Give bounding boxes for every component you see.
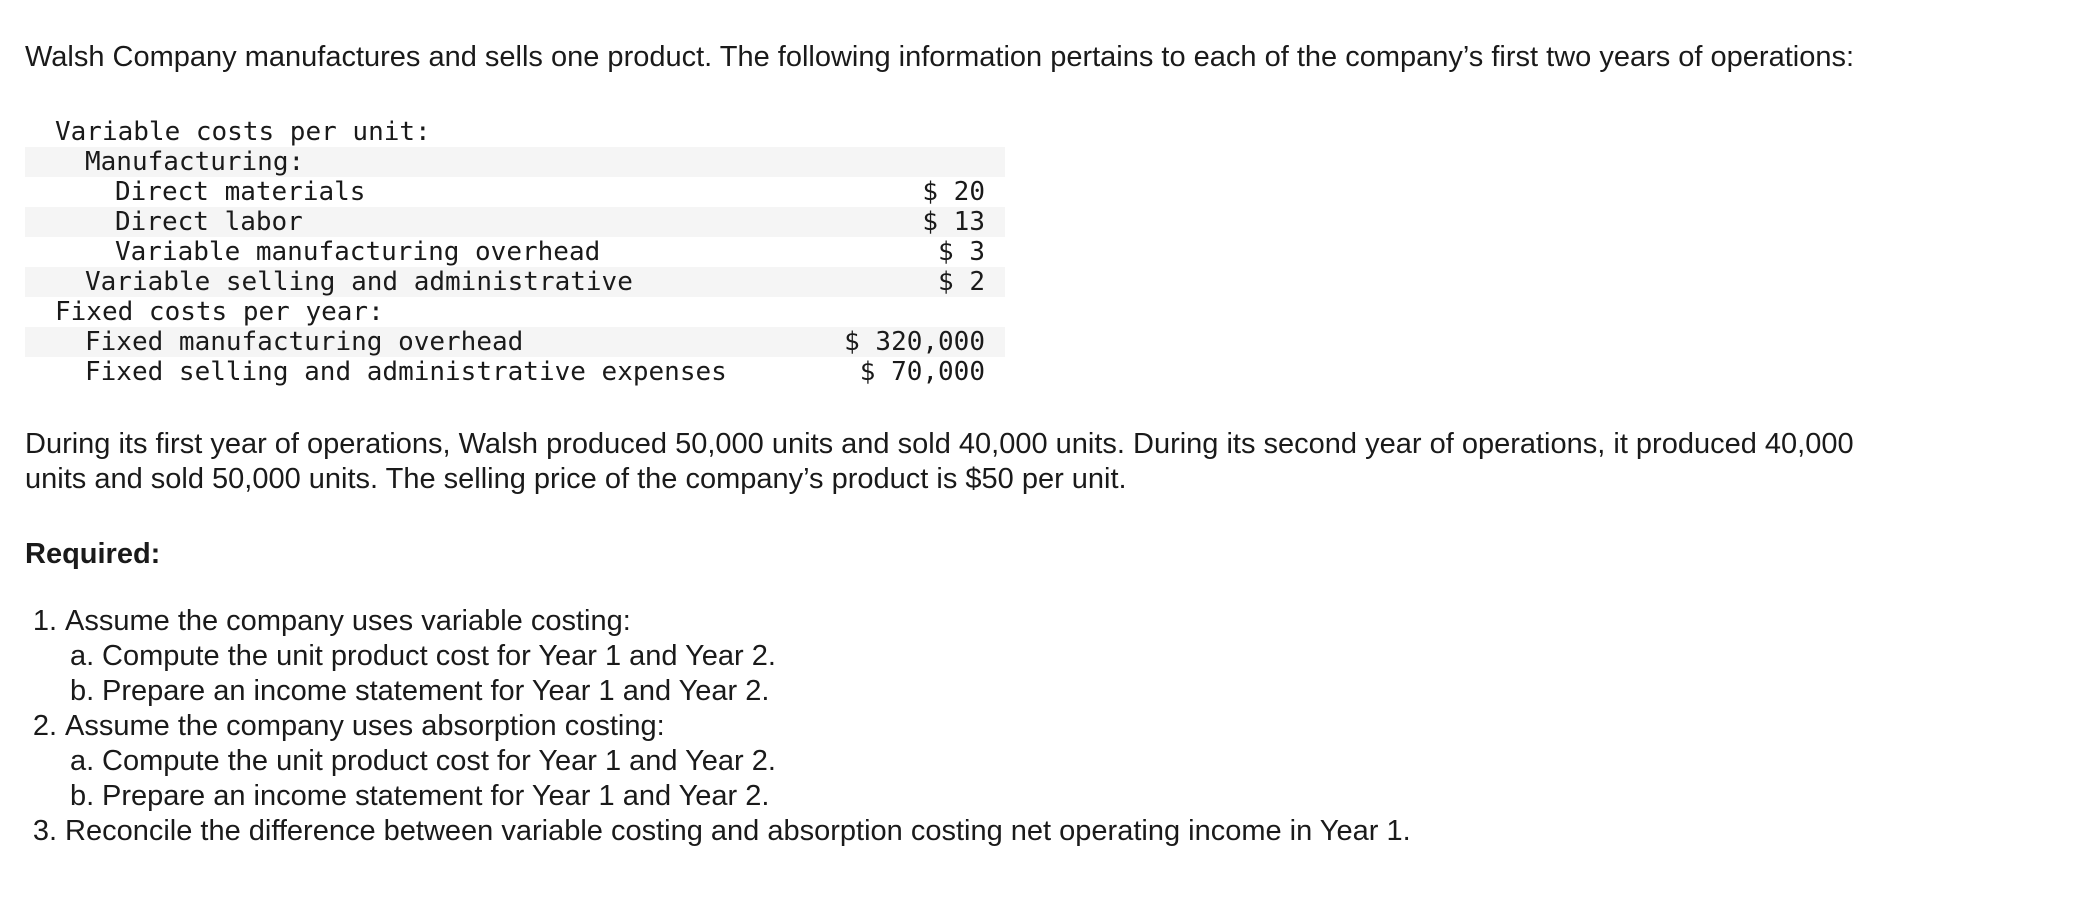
row-label: Variable costs per unit: bbox=[55, 117, 431, 147]
table-row bbox=[25, 117, 1005, 147]
row-value: $ 70,000 bbox=[859, 357, 985, 387]
sub-requirement-item bbox=[25, 639, 2075, 674]
requirement-text: Assume the company uses absorption costing: bbox=[65, 710, 665, 742]
requirement-text: Assume the company uses variable costing: bbox=[65, 605, 631, 637]
row-value bbox=[985, 297, 1005, 327]
row-label: Variable selling and administrative bbox=[85, 267, 633, 297]
table-row bbox=[25, 207, 1005, 237]
requirement-item bbox=[25, 709, 2075, 744]
problem-page bbox=[25, 40, 2075, 849]
row-label: Variable manufacturing overhead bbox=[115, 237, 601, 267]
requirements-list bbox=[25, 604, 2075, 849]
intro-paragraph: Walsh Company manufactures and sells one product. The following information pertains to each of the company’s first two years of operations: bbox=[25, 41, 1855, 73]
row-value: $ 2 bbox=[938, 267, 985, 297]
requirement-text: Reconcile the difference between variable costing and absorption costing net operating income in Year 1. bbox=[65, 815, 1411, 847]
sub-requirement-letter: b. bbox=[70, 780, 95, 812]
requirement-number: 3. bbox=[32, 815, 57, 847]
table-row bbox=[25, 237, 1005, 267]
sub-requirement-letter: b. bbox=[70, 675, 95, 707]
row-value: $ 3 bbox=[938, 237, 985, 267]
row-value: $ 20 bbox=[922, 177, 985, 207]
requirement-item bbox=[25, 814, 2075, 849]
sub-requirement-text: Compute the unit product cost for Year 1 and Year 2. bbox=[102, 640, 776, 672]
table-row bbox=[25, 327, 1005, 357]
table-row bbox=[25, 357, 1005, 387]
row-label: Fixed costs per year: bbox=[55, 297, 384, 327]
row-label: Direct labor bbox=[115, 207, 303, 237]
sub-requirement-item bbox=[25, 744, 2075, 779]
table-row bbox=[25, 147, 1005, 177]
operations-paragraph: During its first year of operations, Walsh produced 50,000 units and sold 40,000 units. During its second year of operations, it produced 40,000 units and sold 50,000 units. The selling price of the company’s product is $50 per unit. bbox=[25, 428, 1854, 495]
requirement-item bbox=[25, 604, 2075, 639]
sub-requirement-letter: a. bbox=[70, 640, 95, 672]
row-value: $ 13 bbox=[922, 207, 985, 237]
sub-requirement-item bbox=[25, 779, 2075, 814]
row-value bbox=[985, 117, 1005, 147]
table-row bbox=[25, 267, 1005, 297]
row-label: Fixed manufacturing overhead bbox=[85, 327, 524, 357]
table-row bbox=[25, 297, 1005, 327]
table-row bbox=[25, 177, 1005, 207]
cost-table bbox=[25, 117, 1005, 387]
row-label: Fixed selling and administrative expenses bbox=[85, 357, 727, 387]
required-heading: Required: bbox=[25, 538, 161, 570]
sub-requirement-letter: a. bbox=[70, 745, 95, 777]
row-label: Direct materials bbox=[115, 177, 366, 207]
row-value bbox=[985, 147, 1005, 177]
row-label: Manufacturing: bbox=[85, 147, 305, 177]
row-value: $ 320,000 bbox=[844, 327, 985, 357]
requirement-number: 1. bbox=[32, 605, 57, 637]
requirement-number: 2. bbox=[32, 710, 57, 742]
sub-requirement-text: Compute the unit product cost for Year 1 and Year 2. bbox=[102, 745, 776, 777]
sub-requirement-item bbox=[25, 674, 2075, 709]
sub-requirement-text: Prepare an income statement for Year 1 and Year 2. bbox=[102, 675, 770, 707]
sub-requirement-text: Prepare an income statement for Year 1 and Year 2. bbox=[102, 780, 770, 812]
